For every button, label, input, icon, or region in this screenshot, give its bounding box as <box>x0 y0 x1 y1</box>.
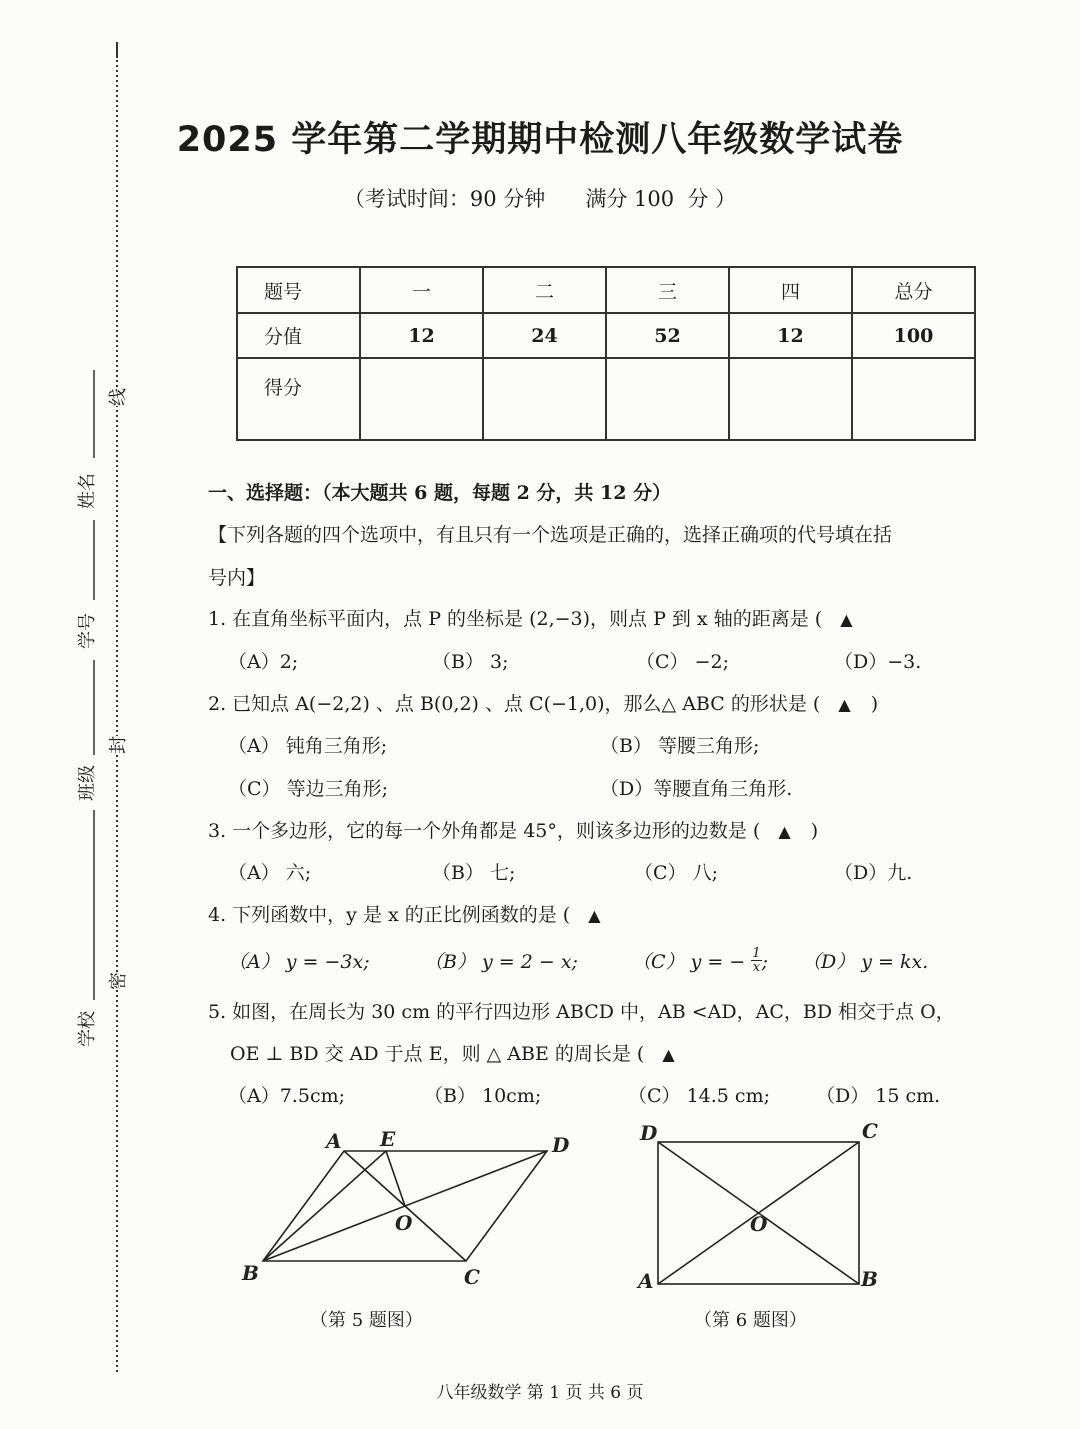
fraction <box>751 947 761 974</box>
question-2-text: 2. 已知点 A(−2,2) 、点 B(0,2) 、点 C(−1,0)，那么△ ABC 的形状是 ( <box>208 693 821 715</box>
question-stem <box>208 900 601 927</box>
table-row <box>237 267 975 313</box>
page-footer: 八年级数学 第 1 页 共 6 页 <box>436 1383 644 1403</box>
table-cell: 100 <box>852 313 975 358</box>
name-field-label: 姓名 <box>77 473 98 509</box>
label-a: A <box>638 1269 654 1293</box>
option-b: （B） 3; <box>432 651 509 673</box>
figure-6-caption: （第 6 题图） <box>694 1310 807 1331</box>
question-5-text-2: OE ⊥ BD 交 AD 于点 E，则 △ ABE 的周长是 ( <box>230 1043 645 1065</box>
seal-line-mark: 线 <box>104 388 130 406</box>
figure-5-caption: （第 5 题图） <box>310 1310 423 1331</box>
seal-secret-mark: 密 <box>104 972 130 990</box>
option-c: （C） 八; <box>634 862 718 884</box>
label-c: C <box>464 1265 480 1289</box>
score-entry-cell[interactable] <box>483 358 606 440</box>
question-stem <box>208 816 818 843</box>
table-header-cell: 二 <box>483 267 606 313</box>
question-4-text: 4. 下列函数中，y 是 x 的正比例函数的是 ( <box>208 904 571 926</box>
table-row <box>237 313 975 358</box>
question-1-text: 1. 在直角坐标平面内，点 P 的坐标是 (2,−3)，则点 P 到 x 轴的距离是 ( <box>208 608 823 630</box>
score-entry-cell[interactable] <box>852 358 975 440</box>
option-a: （A） y = −3x; <box>228 951 370 973</box>
option-b: （B） 七; <box>432 862 516 884</box>
seal-seal-mark: 封 <box>104 736 130 754</box>
option-a: （A）2; <box>228 651 299 673</box>
label-o: O <box>750 1212 768 1236</box>
option-b: （B） 等腰三角形; <box>600 735 760 757</box>
option-d: （D）等腰直角三角形. <box>600 778 793 800</box>
table-row <box>237 358 975 440</box>
option-b: （B） 10cm; <box>424 1085 542 1107</box>
exam-subtitle: （考试时间：90 分钟 满分 100 分 ） <box>343 187 737 211</box>
label-o: O <box>395 1211 413 1235</box>
label-d: D <box>640 1121 658 1145</box>
option-c: （C） 等边三角形; <box>228 778 388 800</box>
figure-6-rectangle <box>630 1118 890 1298</box>
table-cell: 52 <box>606 313 729 358</box>
table-header-cell: 题号 <box>237 267 360 313</box>
table-header-cell: 三 <box>606 267 729 313</box>
school-field-label: 学校 <box>77 1011 98 1047</box>
option-c: （C） 14.5 cm; <box>628 1085 770 1107</box>
label-b: B <box>861 1267 878 1291</box>
option-a: （A） 六; <box>228 862 312 884</box>
answer-mark: ▲ <box>662 1045 675 1064</box>
question-3-text: 3. 一个多边形，它的每一个外角都是 45°，则该多边形的边数是 ( <box>208 820 761 842</box>
label-d: D <box>552 1133 570 1157</box>
table-cell: 12 <box>360 313 483 358</box>
fraction-tail: ; <box>761 951 768 973</box>
figure-5-parallelogram <box>230 1120 590 1300</box>
fraction-numerator: 1 <box>752 945 761 961</box>
score-table <box>236 266 976 441</box>
label-a: A <box>326 1129 342 1153</box>
option-a: （A） 钝角三角形; <box>228 735 388 757</box>
table-row-label: 得分 <box>237 358 360 440</box>
option-b: （B） y = 2 − x; <box>424 951 578 973</box>
answer-mark: ▲ <box>840 610 853 629</box>
section-instruction: 【下列各题的四个选项中，有且只有一个选项是正确的，选择正确项的代号填在括 <box>208 524 893 546</box>
table-header-cell: 一 <box>360 267 483 313</box>
question-stem: 5. 如图，在周长为 30 cm 的平行四边形 ABCD 中，AB <AD，AC，BD 相交于点 O， <box>208 1001 955 1023</box>
question-stem <box>230 1039 675 1066</box>
label-c: C <box>862 1119 878 1143</box>
label-b: B <box>242 1261 259 1285</box>
binding-margin <box>0 0 140 1429</box>
label-e: E <box>380 1127 396 1151</box>
answer-mark: ▲ <box>778 822 791 841</box>
table-cell: 12 <box>729 313 852 358</box>
close-paren: ) <box>870 693 879 715</box>
option-d: （D）九. <box>834 862 913 884</box>
option-d: （D） y = kx. <box>802 951 929 973</box>
table-header-cell: 总分 <box>852 267 975 313</box>
option-d: （D） 15 cm. <box>816 1085 941 1107</box>
option-c <box>632 947 768 974</box>
option-c: （C） −2; <box>636 651 729 673</box>
option-a: （A）7.5cm; <box>228 1085 345 1107</box>
student-id-field-label: 学号 <box>77 613 98 649</box>
section-instruction: 号内】 <box>208 567 266 589</box>
table-row-label: 分值 <box>237 313 360 358</box>
segment-be <box>263 1151 386 1261</box>
score-entry-cell[interactable] <box>360 358 483 440</box>
table-header-cell: 四 <box>729 267 852 313</box>
question-stem <box>208 604 853 631</box>
score-entry-cell[interactable] <box>729 358 852 440</box>
table-cell: 24 <box>483 313 606 358</box>
class-field-label: 班级 <box>77 765 98 801</box>
score-entry-cell[interactable] <box>606 358 729 440</box>
question-stem <box>208 689 878 716</box>
answer-mark: ▲ <box>588 906 601 925</box>
section-heading: 一、选择题：（本大题共 6 题，每题 2 分，共 12 分） <box>208 482 672 504</box>
fraction-denominator: x <box>752 959 761 975</box>
close-paren: ) <box>810 820 819 842</box>
option-c-text: （C） y = − <box>632 951 746 973</box>
option-d: （D）−3. <box>834 651 922 673</box>
answer-mark: ▲ <box>838 695 851 714</box>
exam-title: 2025 学年第二学期期中检测八年级数学试卷 <box>176 120 904 160</box>
